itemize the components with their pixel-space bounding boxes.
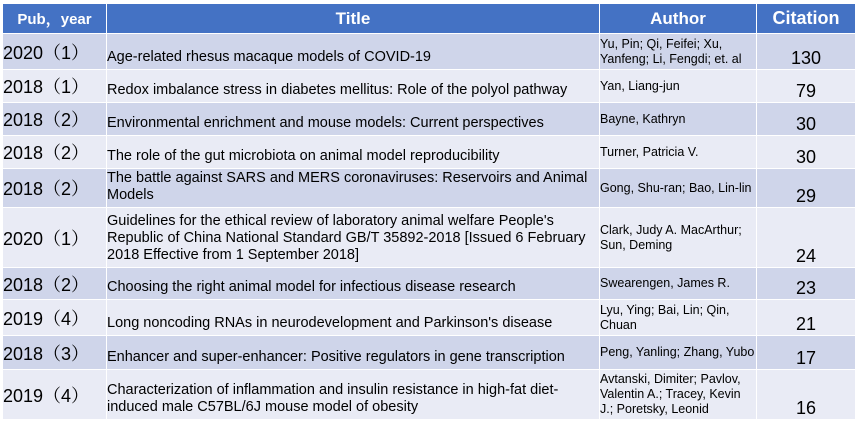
citation-cell: 130 xyxy=(757,34,856,70)
title-cell xyxy=(107,300,600,336)
citation-cell: 79 xyxy=(757,70,856,103)
author-cell: Yan, Liang-jun xyxy=(600,70,757,103)
author-cell: Peng, Yanling; Zhang, Yubo xyxy=(600,336,757,370)
title-text: Guidelines for the ethical review of laboratory animal welfare People's Republic of China National Standard GB/T 35892-2018 [Issued 6 February 2018 Effective from 1 September 2018] xyxy=(107,213,586,263)
header-citation: Citation xyxy=(757,4,856,34)
table-row xyxy=(3,208,856,268)
title-text: Characterization of inflammation and insulin resistance in high-fat diet-induced male C57BL/6J mouse model of obesity xyxy=(107,382,559,415)
title-cell xyxy=(107,370,600,420)
pub-year-cell: 2019（4） xyxy=(3,370,107,420)
table-row xyxy=(3,268,856,300)
pub-year-cell: 2019（4） xyxy=(3,300,107,336)
table-row xyxy=(3,336,856,370)
author-cell: Avtanski, Dimiter; Pavlov, Valentin A.; Tracey, Kevin J.; Poretsky, Leonid xyxy=(600,370,757,420)
title-text: Age-related rhesus macaque models of COVID-19 xyxy=(107,49,431,65)
pub-year-cell: 2020（1） xyxy=(3,34,107,70)
pub-year-cell: 2018（2） xyxy=(3,103,107,136)
table-body xyxy=(3,34,856,420)
pub-year-cell: 2018（2） xyxy=(3,169,107,208)
title-text: Environmental enrichment and mouse models: Current perspectives xyxy=(107,115,544,131)
citation-cell: 23 xyxy=(757,268,856,300)
title-cell xyxy=(107,268,600,300)
table-row xyxy=(3,103,856,136)
pub-year-cell: 2020（1） xyxy=(3,208,107,268)
table-row xyxy=(3,370,856,420)
citation-table xyxy=(2,3,856,420)
title-text: The role of the gut microbiota on animal model reproducibility xyxy=(107,148,500,164)
author-cell: Lyu, Ying; Bai, Lin; Qin, Chuan xyxy=(600,300,757,336)
citation-cell: 17 xyxy=(757,336,856,370)
header-row xyxy=(3,4,856,34)
table-header xyxy=(3,4,856,34)
pub-year-cell: 2018（2） xyxy=(3,136,107,169)
title-cell xyxy=(107,70,600,103)
citation-cell: 16 xyxy=(757,370,856,420)
title-text: Enhancer and super-enhancer: Positive regulators in gene transcription xyxy=(107,349,565,365)
citation-cell: 21 xyxy=(757,300,856,336)
title-cell xyxy=(107,136,600,169)
author-cell: Gong, Shu-ran; Bao, Lin-lin xyxy=(600,169,757,208)
table-row xyxy=(3,169,856,208)
table-row xyxy=(3,70,856,103)
title-text: Redox imbalance stress in diabetes mellitus: Role of the polyol pathway xyxy=(107,82,568,98)
title-cell xyxy=(107,169,600,208)
pub-year-cell: 2018（3） xyxy=(3,336,107,370)
author-cell: Bayne, Kathryn xyxy=(600,103,757,136)
title-text: Choosing the right animal model for infectious disease research xyxy=(107,279,516,295)
author-cell: Swearengen, James R. xyxy=(600,268,757,300)
title-text: The battle against SARS and MERS coronaviruses: Reservoirs and Animal Models xyxy=(107,170,588,203)
table-row xyxy=(3,300,856,336)
header-title: Title xyxy=(107,4,600,34)
citation-cell: 24 xyxy=(757,208,856,268)
author-cell: Turner, Patricia V. xyxy=(600,136,757,169)
header-author: Author xyxy=(600,4,757,34)
title-cell xyxy=(107,336,600,370)
table-row xyxy=(3,34,856,70)
author-cell: Clark, Judy A. MacArthur; Sun, Deming xyxy=(600,208,757,268)
header-pub-year: Pub，year xyxy=(3,4,107,34)
pub-year-cell: 2018（2） xyxy=(3,268,107,300)
citation-cell: 30 xyxy=(757,136,856,169)
table-row xyxy=(3,136,856,169)
author-cell: Yu, Pin; Qi, Feifei; Xu, Yanfeng; Li, Fengdi; et. al xyxy=(600,34,757,70)
title-cell xyxy=(107,103,600,136)
pub-year-cell: 2018（1） xyxy=(3,70,107,103)
title-cell xyxy=(107,208,600,268)
citation-cell: 29 xyxy=(757,169,856,208)
title-text: Long noncoding RNAs in neurodevelopment and Parkinson's disease xyxy=(107,315,553,331)
title-cell xyxy=(107,34,600,70)
citation-cell: 30 xyxy=(757,103,856,136)
